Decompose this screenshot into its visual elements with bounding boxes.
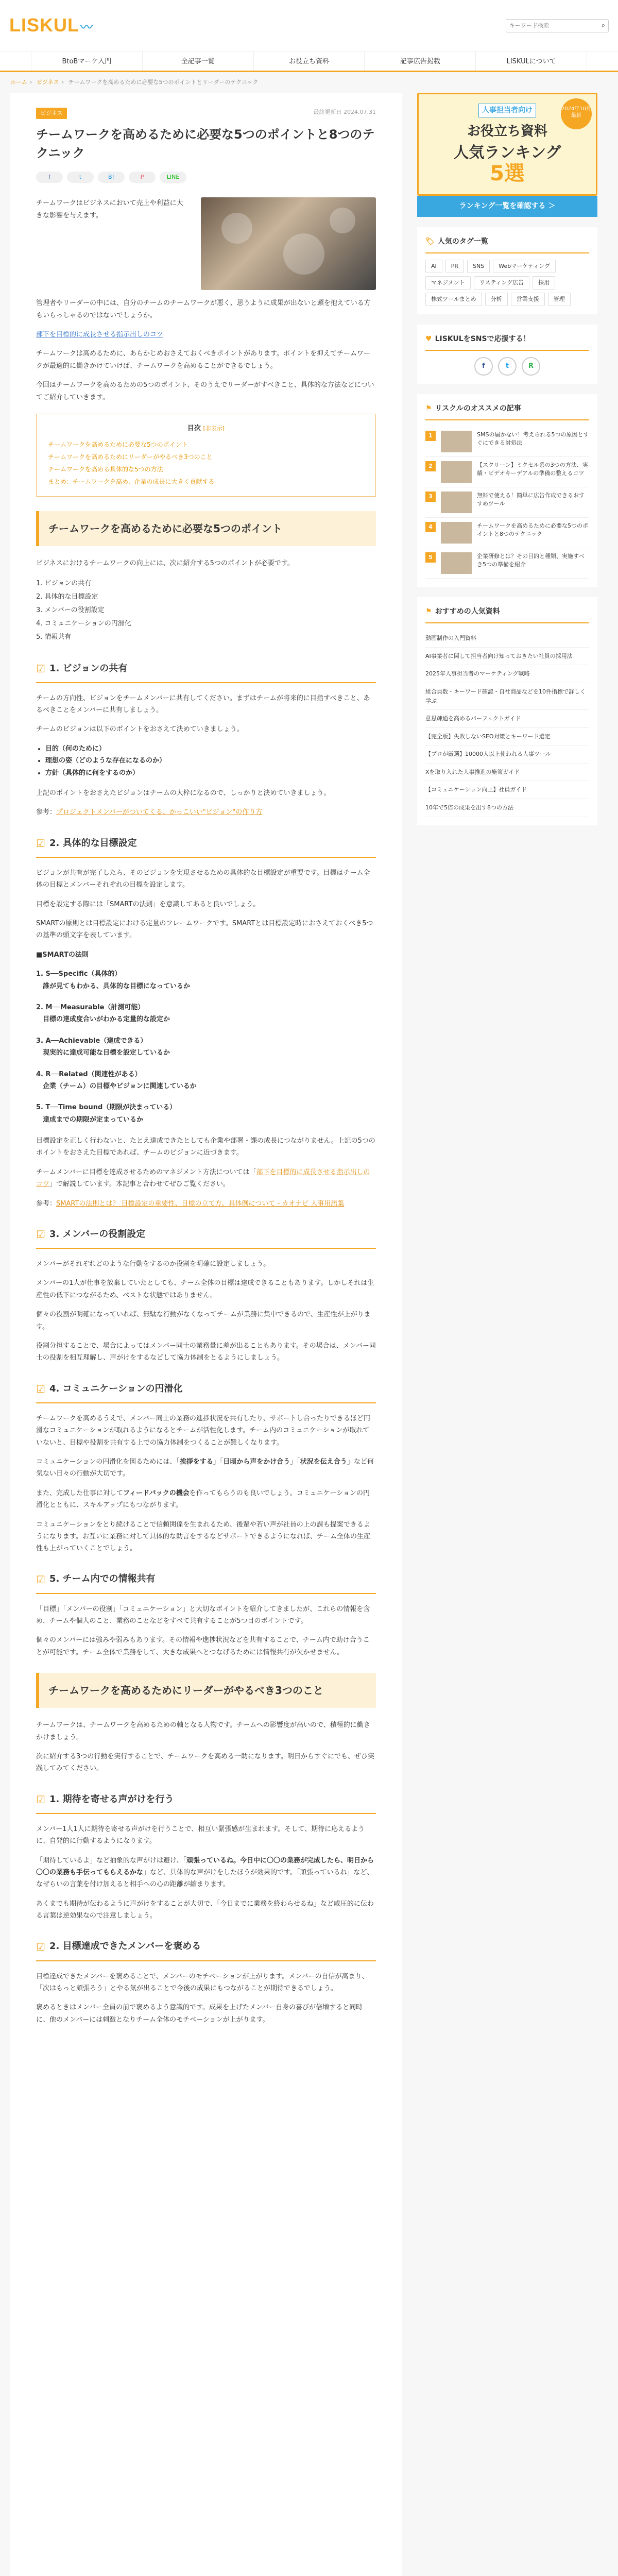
list-item[interactable]: 2025年人事担当者のマーケティング戦略 xyxy=(425,665,589,683)
flag-icon: ⚑ xyxy=(425,404,432,413)
toc-item[interactable]: まとめ：チームワークを高め、企業の成長に大きく貢献する xyxy=(48,478,215,486)
subsection-heading: ☑ 4. コミュニケーションの円滑化 xyxy=(36,1378,376,1403)
nav-item-all-articles[interactable]: 全記事一覧 xyxy=(143,52,254,71)
toc-item[interactable]: チームワークを高めるためにリーダーがやるべき3つのこと xyxy=(48,453,213,461)
list-item[interactable]: 【コミュニケーション向上】社員ガイド xyxy=(425,781,589,799)
smart-desc: 企業（チーム）の目標やビジョンに関連しているか xyxy=(36,1082,197,1090)
tag[interactable]: AI xyxy=(425,260,442,273)
paragraph: チームの方向性、ビジョンをチームメンバーに共有してください。まずはチームが将来的に目指すべきこと、あるべきことをメンバーに共有しましょう。 xyxy=(36,694,370,715)
paragraph: メンバー1人1人に期待を寄せる声がけを行うことで、相互い緊張感が生まれます。そして、期待に応えるように、自発的に行動するようになります。 xyxy=(36,1825,365,1845)
twitter-icon[interactable]: t xyxy=(498,357,517,376)
paragraph: 次に紹介する3つの行動を実行することで、チームワークを高める一助になります。明日からすぐにでも、ぜひ実践してみてください。 xyxy=(36,1753,374,1773)
share-facebook-button[interactable]: f xyxy=(36,172,63,183)
smart-item: 3. A──Achievable（達成できる） xyxy=(36,1037,147,1045)
subsection-heading: ☑ 2. 目標達成できたメンバーを褒める xyxy=(36,1936,376,1961)
check-icon: ☑ xyxy=(36,1573,45,1586)
list-item: 4. コミュニケーションの円滑化 xyxy=(36,619,131,628)
table-of-contents xyxy=(36,414,376,497)
subsection-heading: ☑ 3. メンバーの役割設定 xyxy=(36,1223,376,1249)
share-buttons xyxy=(36,172,376,183)
ranking-banner[interactable] xyxy=(417,93,597,217)
ref-label: 参考： xyxy=(36,808,57,817)
paragraph: ビジョンが共有が完了したら、そのビジョンを実現させるための具体的な目標設定が重要です。目標はチーム全体の目標とメンバーそれぞれの目標を設定します。 xyxy=(36,869,370,889)
global-nav xyxy=(0,52,618,72)
hero-image xyxy=(201,197,376,290)
section-heading: チームワークを高めるためにリーダーがやるべき3つのこと xyxy=(36,1673,376,1708)
paragraph: 今回はチームワークを高めるための5つのポイント、そのうえでリーダーがすべきこと、具体的な方法などについてご紹介していきます。 xyxy=(36,381,374,401)
facebook-icon[interactable]: f xyxy=(474,357,493,376)
list-item[interactable]: Xを取り入れた人事推進の施策ガイド xyxy=(425,764,589,782)
paragraph: 役割分担することで、場合によってはメンバー同士の業務量に差が出ることもあります。その場合は、メンバー同士の役割を相互理解し、声がけをするなどして協力体制をとるようにしましょう。 xyxy=(36,1342,376,1362)
tag[interactable]: 分析 xyxy=(485,293,508,306)
tag[interactable]: リスティング広告 xyxy=(474,276,529,290)
points-list xyxy=(36,577,376,644)
smart-item: 5. T──Time bound（期限が決まっている） xyxy=(36,1104,177,1112)
banner-title-2: 人気ランキング xyxy=(453,143,561,162)
toc-item[interactable]: チームワークを高める具体的な5つの方法 xyxy=(48,466,163,473)
smart-desc: 目標の達成度合いがわかる定量的な設定か xyxy=(36,1015,170,1024)
tag[interactable]: PR xyxy=(445,260,464,273)
share-line-button[interactable]: LINE xyxy=(160,172,186,183)
list-item[interactable]: 2 【スクリーン】ミクセル系の3つの方法、実績・ビデオキーデアルの準備の整えるコツ xyxy=(425,457,589,487)
paragraph: SMARTの原則とは目標設定における定量のフレームワークです。SMARTとは目標設定時におさえておくべき5つの基準の頭文字を表しています。 xyxy=(36,920,373,940)
paragraph: 目標設定を正しく行わないと、たとえ達成できたとしても企業や部署・課の成長につながりません。上記の5つのポイントをおさえた目標であれば、チームのビジョンに近づきます。 xyxy=(36,1137,375,1157)
sidebar xyxy=(417,93,597,2576)
list-item: 3. メンバーの役割設定 xyxy=(36,606,105,614)
inline-link[interactable]: 部下を目標的に成長させる指示出しのコツ xyxy=(36,1168,370,1189)
intro-text: チームワークはビジネスにおいて売上や利益に大きな影響を与えます。 xyxy=(36,199,183,219)
list-item[interactable]: 5 企業研修とは？その目的と種類、実施すべき5つの準備を紹介 xyxy=(425,548,589,579)
vision-list xyxy=(36,743,376,779)
smart-item: 2. M──Measurable（計測可能） xyxy=(36,1003,145,1011)
tag[interactable]: マネジメント xyxy=(425,276,471,290)
reference-link[interactable]: SMARTの法則とは？ 目標設定の重要性、目標の立て方、具体例について - カオナビ 人事用語集 xyxy=(56,1199,345,1208)
toc-toggle[interactable]: [非表示] xyxy=(203,425,225,432)
check-icon: ☑ xyxy=(36,1940,45,1953)
paragraph: 褒めるときはメンバー全員の前で褒めるよう意識的です。成果を上げたメンバー自身の喜びが倍増すると同時に、他のメンバーには刺激となりチーム全体のモチベーションが上がります。 xyxy=(36,2004,363,2024)
sns-box: ♥ LISKULをSNSで応援する！ f t R xyxy=(417,325,597,384)
nav-item-ad[interactable]: 記事広告掲載 xyxy=(365,52,476,71)
article-title: チームワークを高めるために必要な5つのポイントと8つのテクニック xyxy=(36,127,375,161)
breadcrumb-category[interactable]: ビジネス xyxy=(36,79,59,86)
breadcrumb: ホーム › ビジネス › チームワークを高めるために必要な5つのポイントとリーダーのテクニック xyxy=(10,79,259,86)
paragraph: チームワークは、チームワークを高めるための軸となる人物です。チームへの影響度が高いので、積極的に働きかけましょう。 xyxy=(36,1721,370,1741)
subsection-heading: ☑ 2. 具体的な目標設定 xyxy=(36,832,376,858)
search-icon[interactable]: ⌕ xyxy=(601,21,605,29)
paragraph: 個々の役割が明確になっていれば、無駄な行動がなくなってチームが業務に集中できるので、生産性が上がります。 xyxy=(36,1311,371,1331)
check-icon: ☑ xyxy=(36,1793,45,1806)
logo-wave-icon: 〰 xyxy=(80,21,93,35)
nav-item-about[interactable]: LISKULについて xyxy=(476,52,587,71)
list-item: 5. 情報共有 xyxy=(36,633,72,641)
tag[interactable]: 管理 xyxy=(548,293,571,306)
popular-documents: ⚑ おすすめの人気資料 動画制作の入門資料 AI事業者に関して担当者向け知っておきたい社員の採用法 2025年人事担当者のマーケティング戦略 組合員数・キーワード確認・自社商品などを10件指標で詳しく学ぶ 意思疎通を高めるパーフェクトガイド 【完全版】失敗しないSEO対策とキーワード選定 【プロが厳選】10000人以上使われる人事ツール Xを取り入れた人事推進の施策ガイド 【コミュニケーション向上】社員ガイド 10年で5倍の成果を出す8つの方法 xyxy=(417,597,597,825)
tag[interactable]: Webマーケティング xyxy=(493,260,556,273)
list-item[interactable]: 1 SMSの届かない！考えられる5つの原因とすぐにできる対処法 xyxy=(425,427,589,457)
paragraph: チームワークは高めるために、あらかじめおさえておくべきポイントがあります。ポイントを抑えてチームワークが最適的に働きかけていけば、チームワークを高めることができるでしょう。 xyxy=(36,350,370,370)
nav-item-btob[interactable]: BtoBマーケ入門 xyxy=(31,52,143,71)
nav-item-documents[interactable]: お役立ち資料 xyxy=(254,52,365,71)
feedly-icon[interactable]: R xyxy=(522,357,540,376)
category-tag[interactable]: ビジネス xyxy=(36,108,67,119)
list-item[interactable]: 意思疎通を高めるパーフェクトガイド xyxy=(425,710,589,728)
logo-text: LISKUL xyxy=(9,14,79,36)
paragraph: コミュニケーションをとり続けることで信頼関係を生まれるため、後輩や若い声が社員の上の課も提案できるようになります。お互いに業務に対して具体的な助言をするなどサポートできるようになれば、チーム全体の生産性も上がっていくことでしょう。 xyxy=(36,1520,370,1553)
smart-desc: 誰が見てもわかる、具体的な目標になっているか xyxy=(36,982,191,990)
toc-title: 目次 xyxy=(187,424,201,432)
check-icon: ☑ xyxy=(36,1228,45,1241)
site-logo[interactable] xyxy=(9,9,93,42)
smart-desc: 達成までの期限が定まっているか xyxy=(36,1115,144,1124)
breadcrumb-home[interactable]: ホーム xyxy=(10,79,27,86)
article-date: 最終更新日 2024.07.31 xyxy=(313,108,376,115)
paragraph: メンバーの1人が仕事を放棄していたとしても、チーム全体の目標は達成できることもあります。しかしそれは生産性の低下につながるため、ベストな状態ではありません。 xyxy=(36,1279,374,1299)
list-item[interactable]: 4 チームワークを高めるために必要な5つのポイントと8つのテクニック xyxy=(425,518,589,548)
subsection-heading: ☑ 5. チーム内での情報共有 xyxy=(36,1568,376,1594)
paragraph: 「目標」「メンバーの役割」「コミュニケーション」と大切なポイントを紹介してきましたが、これらの情報を含め、チームや個人のこと、業務のことなどをすべて共有することが5つ目のポイントです。 xyxy=(36,1605,370,1625)
list-item[interactable]: 動画制作の入門資料 xyxy=(425,630,589,648)
paragraph: チームのビジョンは以下のポイントをおさえて決めていきましょう。 xyxy=(36,725,244,734)
heart-icon: ♥ xyxy=(425,334,432,343)
intro-text-2: 管理者やリーダーの中には、自分のチームのチームワークが悪く、思うように成果が出ないと頭を抱えている方もいらっしゃるのではないでしょうか。 xyxy=(36,299,371,319)
list-item[interactable]: 【プロが厳選】10000人以上使われる人事ツール xyxy=(425,745,589,764)
list-item[interactable]: AI事業者に関して担当者向け知っておきたい社員の採用法 xyxy=(425,648,589,666)
paragraph: チームワークを高めるうえで、メンバー同士の業務の進捗状況を共有したり、サポートし合ったりできるほど円滑なコミュニケーションが取れるようになるとチームが活性化します。チーム内のコミュニケーションが取れていないと、目標や役割を共有する上での協力体制をつくることが難しくなります。 xyxy=(36,1414,370,1447)
tag-icon: 🏷 xyxy=(425,237,435,246)
list-item[interactable]: 3 無料で使える！簡単に広告作成できるおすすめツール xyxy=(425,487,589,518)
share-pocket-button[interactable]: P xyxy=(129,172,156,183)
list-item[interactable]: 【完全版】失敗しないSEO対策とキーワード選定 xyxy=(425,728,589,746)
banner-badge: 2024年10月最新 xyxy=(561,98,592,129)
smart-item: 1. S──Specific（具体的） xyxy=(36,970,122,978)
check-icon: ☑ xyxy=(36,1382,45,1395)
list-item: 2. 具体的な目標設定 xyxy=(36,592,98,601)
list-item: • 方針（具体的に何をするのか） xyxy=(45,767,376,779)
check-icon: ☑ xyxy=(36,837,45,850)
breadcrumb-current: チームワークを高めるために必要な5つのポイントとリーダーのテクニック xyxy=(68,79,259,86)
smart-list xyxy=(36,968,376,1126)
subsection-heading: ☑ 1. ビジョンの共有 xyxy=(36,657,376,683)
smart-desc: 現実的に達成可能な目標を設定しているか xyxy=(36,1049,170,1057)
reference-link[interactable]: プロジェクトメンバーがついてくる、かっこいい"ビジョン"の作り方 xyxy=(56,808,263,817)
article: ビジネス 最終更新日 2024.07.31 チームワークを高めるために必要な5つのポイントと8つのテクニック f t B! P LINE チームワークはビジネスにおいて売上や利益に大きな影響を与えます。 管理者やリーダーの中には、自分のチームのチームワークが悪く、思うように成果が出ないと頭を抱えている方もいらっしゃるのではないでしょうか。 部下を目標的に成長させる指示出しのコツ チームワークは高めるために、あらかじめおさえておくべきポイントがあります。ポイントを抑えてチームワークが最適的に働きかけていけば、チームワークを高めることができるでしょう。 今回はチームワークを高めるための5つのポイント、そのうえでリーダーがすべきこと、具体的な方法などについてご紹介していきます。 目次 [非表示] チームワークを高めるために必要な5つのポイント チームワークを高めるためにリーダーがやるべき3つのこと チームワークを高める具体的な5つの方法 まとめ：チームワークを高め、企業の成長に大きく貢献する チームワークを高めるために必要な5つのポイント ビジネスにおけるチームワークの向上には、次に紹介する5つのポイントが必要です。 1. ビジョンの共有 2. 具体的な目標設定 3. メンバーの役割設定 4. コミュニケーションの円滑化 5. 情報共有 ☑ 1. ビジョンの共有 チームの方向性、ビジョンをチームメンバーに共有してください。まずはチームが将来的に目指すべきこと、あるべきことをメンバーに共有しましょう。 チームのビジョンは以下のポイントをおさえて決めていきましょう。 • 目的（何のために） • 理想の姿（どのような存在になるのか） • 方針（具体的に何をするのか） 上記のポイントをおさえたビジョンはチームの大枠になるので、しっかりと決めていきましょう。 参考：プロジェクトメンバーがついてくる、かっこいい"ビジョン"の作り方 ☑ 2. 具体的な目標設定 ビジョンが共有が完了したら、そのビジョンを実現させるための具体的な目標設定が重要です。目標はチーム全体の目標とメンバーそれぞれの目標を設定します。 目標を設定する際には「SMARTの法則」を意識してあると良いでしょう。 SMARTの原則とは目標設定における定量のフレームワークです。SMARTとは目標設定時におさえておくべき5つの基準の頭文字を表しています。 ■SMARTの法則 1. S──Specific（具体的） 誰が見てもわかる、具体的な目標になっているか 2. M──Measurable（計測可能） 目標の達成度合いがわかる定量的な設定か 3. A──Achievable（達成できる） 現実的に達成可能な目標を設定しているか 4. R──Related（関連性がある） 企業（チーム）の目標やビジョンに関連しているか 5. T──Time bound（期限が決まっている） 達成までの期限が定まっているか 目標設定を正しく行わないと、たとえ達成できたとしても企業や部署・課の成長につながりません。上記の5つのポイントをおさえた目標であれば、チームのビジョンに近づきます。 チームメンバーに目標を達成させるためのマネジメント方法については「部下を目標的に成長させる指示出しのコツ」で解説しています。本記事と合わせてぜひご覧ください。 参考：SMARTの法則とは？ 目標設定の重要性、目標の立て方、具体例について - カオナビ 人事用語集 ☑ 3. メンバーの役割設定 メンバーがそれぞれどのような行動をするのか役割を明確に設定しましょう。 メンバーの1人が仕事を放棄していたとしても、チーム全体の目標は達成できることもあります。しかしそれは生産性の低下につながるため、ベストな状態ではありません。 個々の役割が明確になっていれば、無駄な行動がなくなってチームが業務に集中できるので、生産性が上がります。 役割分担することで、場合によってはメンバー同士の業務量に差が出ることもあります。その場合は、メンバー同士の役割を相互理解し、声がけをするなどして協力体制をとるようにしましょう。 ☑ 4. コミュニケーションの円滑化 チームワークを高めるうえで、メンバー同士の業務の進捗状況を共有したり、サポートし合ったりできるほど円滑なコミュニケーションが取れるようになるとチームが活性化します。チーム内のコミュニケーションが取れていないと、目標や役割を共有する上での協力体制をつくることが難しくなります。 コミュニケーションの円滑化を図るためには、「挨拶をする」「日頃から声をかけ合う」「状況を伝え合う」など何気ない日々の行動が大切です。 また、完成した仕事に対してフィードバックの機会を作ってもらうのも良いでしょう。コミュニケーションの円滑化とともに、スキルアップにもつながります。 コミュニケーションをとり続けることで信頼関係を生まれるため、後輩や若い声が社員の上の課も提案できるようになります。お互いに業務に対して具体的な助言をするなどサポートできるようになれば、チーム全体の生産性も上がっていくことでしょう。 ☑ 5. チーム内での情報共有 「目標」「メンバーの役割」「コミュニケーション」と大切なポイントを紹介してきましたが、これらの情報を含め、チームや個人のこと、業務のことなどをすべて共有することが5つ目のポイントです。 個々のメンバーには強みや弱みもあります。その情報や進捗状況などを共有することで、チーム内で助け合うことが可能です。チーム全体で業務をして、大きな成果へとつなげるためには情報共有が欠かせません。 チームワークを高めるためにリーダーがやるべき3つのこと チームワークは、チームワークを高めるための軸となる人物です。チームへの影響度が高いので、積極的に働きかけましょう。 次に紹介する3つの行動を実行することで、チームワークを高める一助になります。明日からすぐにでも、ぜひ実践してみてください。 ☑ 1. 期待を寄せる声がけを行う メンバー1人1人に期待を寄せる声がけを行うことで、相互い緊張感が生まれます。そして、期待に応えるように、自発的に行動するようになります。 「期待しているよ」など抽象的な声がけは避け、「頑張っているね。今日中に〇〇の業務が完成したら、明日から〇〇の業務も手伝ってもらえるかな」など、具体的な声がけをしたほうが効果的です。「頑張っているね」など、なぜらいの言葉を付け加えると相手への心の距離が縮まります。 あくまでも期待が伝わるように声がけをすることが大切で、「今日までに業務を終わらせるね」など威圧的に伝わる言葉は逆効果なので注意しましょう。 ☑ 2. 目標達成できたメンバーを褒める 目標達成できたメンバーを褒めることで、メンバーのモチベーションが上がります。メンバーの自信が高まり、「次はもっと頑張ろう」とやる気が出ることで今後の成果にもつながることが期待できるでしょう。 褒めるときはメンバー全員の前で褒めるよう意識的です。成果を上げたメンバー自身の喜びが倍増すると同時に、他のメンバーには刺激となりチーム全体のモチベーションが上がります。 xyxy=(10,93,402,2576)
share-hatena-button[interactable]: B! xyxy=(98,172,125,183)
smart-heading: ■SMARTの法則 xyxy=(36,951,89,959)
tag[interactable]: 株式ツールまとめ xyxy=(425,293,482,306)
section-heading: チームワークを高めるために必要な5つのポイント xyxy=(36,511,376,546)
tag-list-box: 🏷 人気のタグ一覧 AI PR SNS Webマーケティング マネジメント リスティング広告 採用 株式ツールまとめ 分析 営業支援 管理 xyxy=(417,227,597,314)
banner-label: 人事担当者向け xyxy=(478,104,536,117)
list-item: • 目的（何のために） xyxy=(45,743,376,755)
check-icon: ☑ xyxy=(36,662,45,675)
paragraph: ビジネスにおけるチームワークの向上には、次に紹介する5つのポイントが必要です。 xyxy=(36,560,294,568)
paragraph: 上記のポイントをおさえたビジョンはチームの大枠になるので、しっかりと決めていきましょう。 xyxy=(36,789,331,798)
ref-label: 参考： xyxy=(36,1199,57,1208)
site-header xyxy=(0,0,618,52)
paragraph: 個々のメンバーには強みや弱みもあります。その情報や進捗状況などを共有することで、チーム内で助け合うことが可能です。チーム全体で業務をして、大きな成果へとつなげるためには情報共有が欠かせません。 xyxy=(36,1636,370,1656)
smart-item: 4. R──Related（関連性がある） xyxy=(36,1070,142,1078)
paragraph: メンバーがそれぞれどのような行動をするのか役割を明確に設定しましょう。 xyxy=(36,1260,270,1268)
paragraph: 目標達成できたメンバーを褒めることで、メンバーのモチベーションが上がります。メンバーの自信が高まり、「次はもっと頑張ろう」とやる気が出ることで今後の成果にもつながることが期待できるでしょう。 xyxy=(36,1972,369,1992)
paragraph: あくまでも期待が伝わるように声がけをすることが大切で、「今日までに業務を終わらせるね」など威圧的に伝わる言葉は逆効果なので注意しましょう。 xyxy=(36,1900,374,1920)
related-link[interactable]: 部下を目標的に成長させる指示出しのコツ xyxy=(36,330,164,338)
paragraph: 目標を設定する際には「SMARTの法則」を意識してあると良いでしょう。 xyxy=(36,900,260,908)
toc-item[interactable]: チームワークを高めるために必要な5つのポイント xyxy=(48,441,188,449)
subsection-heading: ☑ 1. 期待を寄せる声がけを行う xyxy=(36,1788,376,1814)
search-box[interactable] xyxy=(506,19,609,32)
flag-icon: ⚑ xyxy=(425,607,432,616)
share-twitter-button[interactable]: t xyxy=(67,172,94,183)
banner-cta-button[interactable]: ランキング一覧を確認する ＞ xyxy=(417,196,597,217)
banner-title: お役立ち資料 xyxy=(467,123,547,139)
list-item: 1. ビジョンの共有 xyxy=(36,579,92,587)
tag[interactable]: 営業支援 xyxy=(511,293,545,306)
recommended-articles: ⚑ リスクルのオススメの記事 1 SMSの届かない！考えられる5つの原因とすぐにできる対処法 2 【スクリーン】ミクセル系の3つの方法、実績・ビデオキーデアルの準備の整えるコツ 3 無料で使える！簡単に広告作成できるおすすめツール 4 チームワークを高めるために必要な5つのポイントと8つのテクニック 5 企業研修とは？その目的と種類、実施すべき5つの準備を紹介 xyxy=(417,394,597,587)
list-item[interactable]: 組合員数・キーワード確認・自社商品などを10件指標で詳しく学ぶ xyxy=(425,683,589,710)
list-item[interactable]: 10年で5倍の成果を出す8つの方法 xyxy=(425,799,589,817)
list-item: • 理想の姿（どのような存在になるのか） xyxy=(45,755,376,767)
tag[interactable]: SNS xyxy=(467,260,490,273)
search-input[interactable] xyxy=(509,22,602,29)
tag[interactable]: 採用 xyxy=(533,276,555,290)
banner-count: 5選 xyxy=(490,161,525,185)
